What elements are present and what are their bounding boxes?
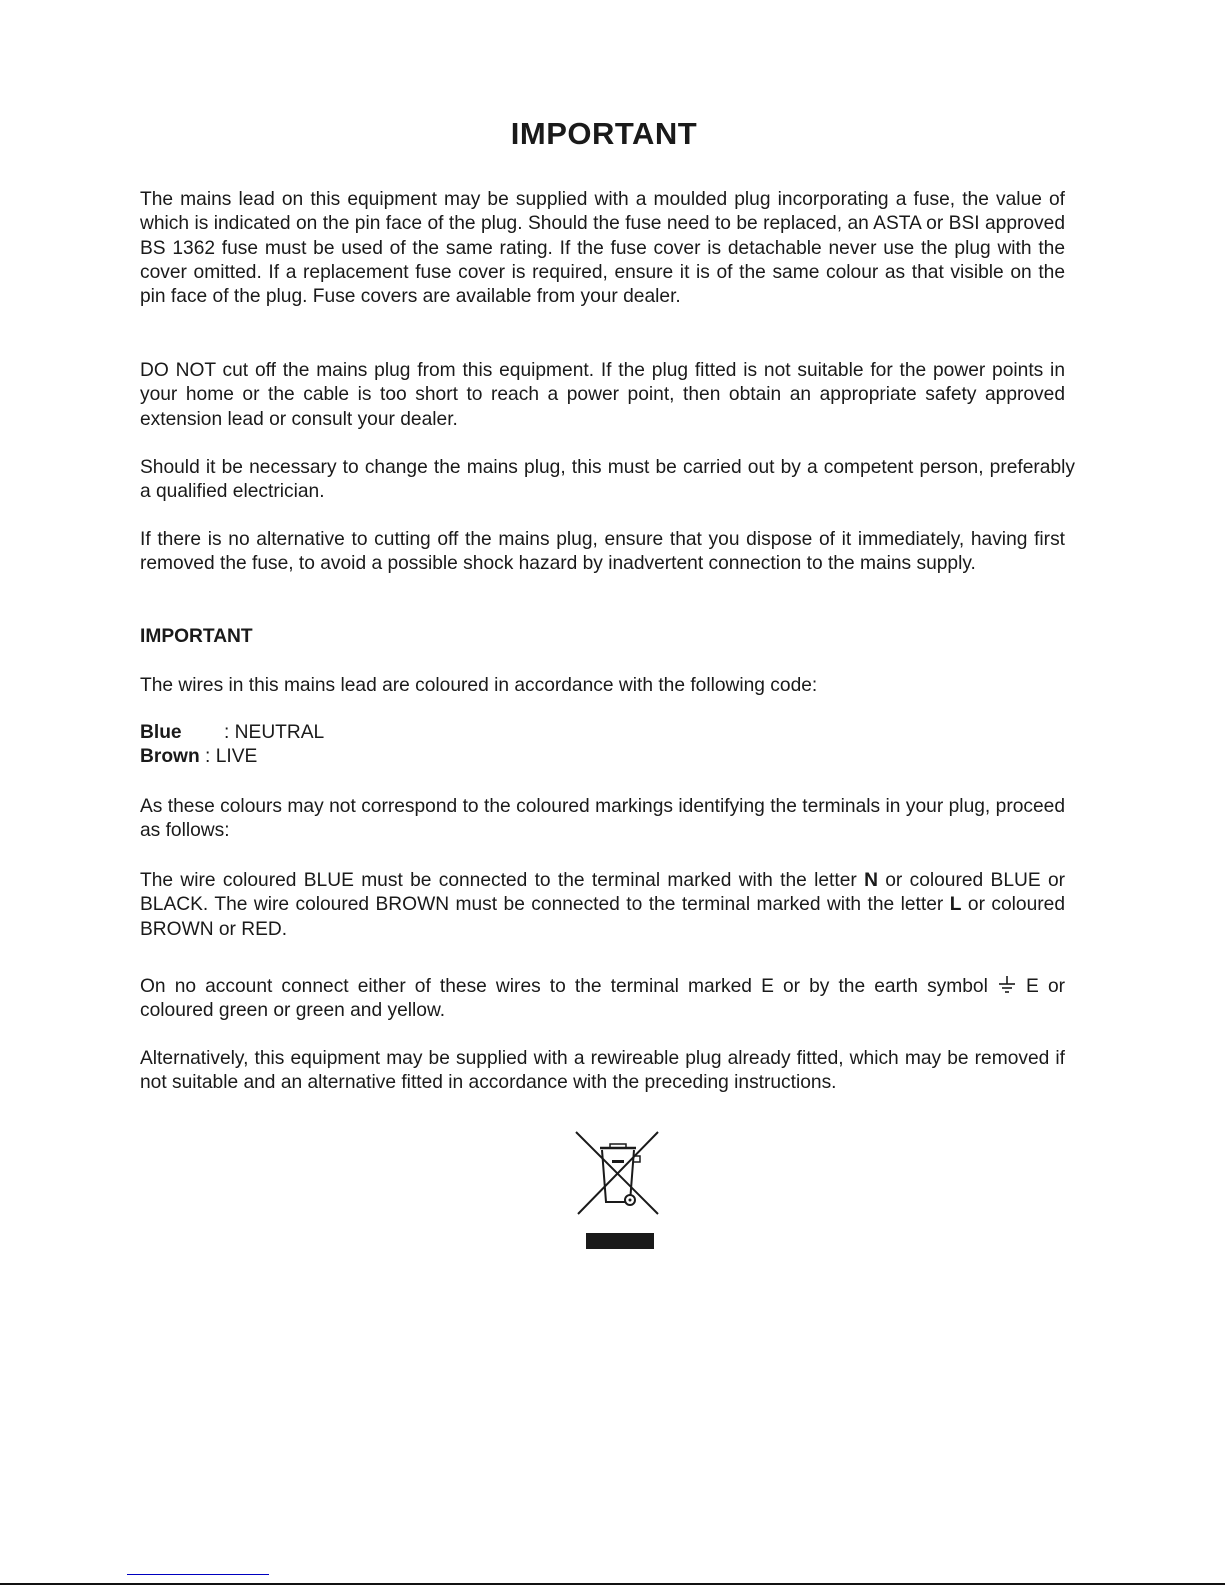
text-run: or coloured BROWN or RED. [140,894,1065,940]
subheading-important: IMPORTANT [140,626,253,647]
wire-meaning: : LIVE [205,746,258,768]
paragraph-text: If there is no alternative to cutting off the mains plug, ensure that you dispose of it immediately, having first removed the fuse, to avoid a possible shock hazard by inadvertent connection to the mains supply. [140,529,1065,575]
paragraph-text: The mains lead on this equipment may be supplied with a moulded plug incorporating a fuse, the value of which is indicated on the pin face of the plug. Should the fuse need to be replaced, an ASTA or BSI approved BS 1362 fuse must be used of the same rating. If the fuse cover is detachable never use the plug with the cover omitted. If a replacement fuse cover is required, ensure it is of the same colour as that visible on the pin face of the plug. Fuse covers are available from your dealer. [140,189,1065,308]
page-title: IMPORTANT [510,116,698,151]
colours-note-paragraph [140,795,1065,844]
change-plug-paragraph [140,456,1075,505]
dispose-paragraph [140,528,1065,577]
text-run: E or coloured green or green and yellow. [140,976,1065,1022]
wire-colour: Blue [140,722,182,743]
paragraph-text: Alternatively, this equipment may be supplied with a rewireable plug already fitted, which may be removed if not suitable and an alternative fitted in accordance with the preceding instructions. [140,1048,1065,1094]
text-run: or coloured BLUE or BLACK. The wire coloured BROWN must be connected to the terminal marked with the letter [140,870,1066,916]
wire-code-list [140,721,1065,770]
weee-separate-collection-bar [586,1233,654,1249]
wire-code-brown [140,745,1065,769]
text-run: The wire coloured BLUE must be connected to the terminal marked with the letter [140,870,865,891]
text-run: On no account connect either of these wires to the terminal marked E or by the earth symbol [140,976,997,997]
crossed-out-wheelie-bin-icon [574,1130,662,1220]
earth-symbol-icon [997,975,1017,995]
do-not-cut-paragraph [140,359,1065,432]
earth-warning-paragraph [140,975,1065,1024]
footer-link-underline [127,1574,269,1575]
paragraph-text [140,869,1065,942]
wire-meaning: : NEUTRAL [224,722,325,743]
terminal-letter-n: N [864,870,878,891]
paragraph-text: Should it be necessary to change the mains plug, this must be carried out by a competent person, preferably a qualified electrician. [140,457,1075,503]
paragraph-text: As these colours may not correspond to the coloured markings identifying the terminals in your plug, proceed as follows: [140,796,1065,842]
wire-code-blue [140,721,1065,745]
terminal-letter-l: L [949,894,962,916]
wire-colour: Brown [140,746,200,768]
paragraph-text: DO NOT cut off the mains plug from this equipment. If the plug fitted is not suitable for the power points in your home or the cable is too short to reach a power point, then obtain an appropriate safety approved extension lead or consult your dealer. [140,360,1065,430]
rewireable-paragraph [140,1047,1065,1096]
paragraph-text [140,975,1065,1024]
fuse-paragraph [140,188,1065,309]
wiring-instructions-paragraph [140,869,1065,942]
wires-intro: The wires in this mains lead are coloured in accordance with the following code: [140,675,818,696]
